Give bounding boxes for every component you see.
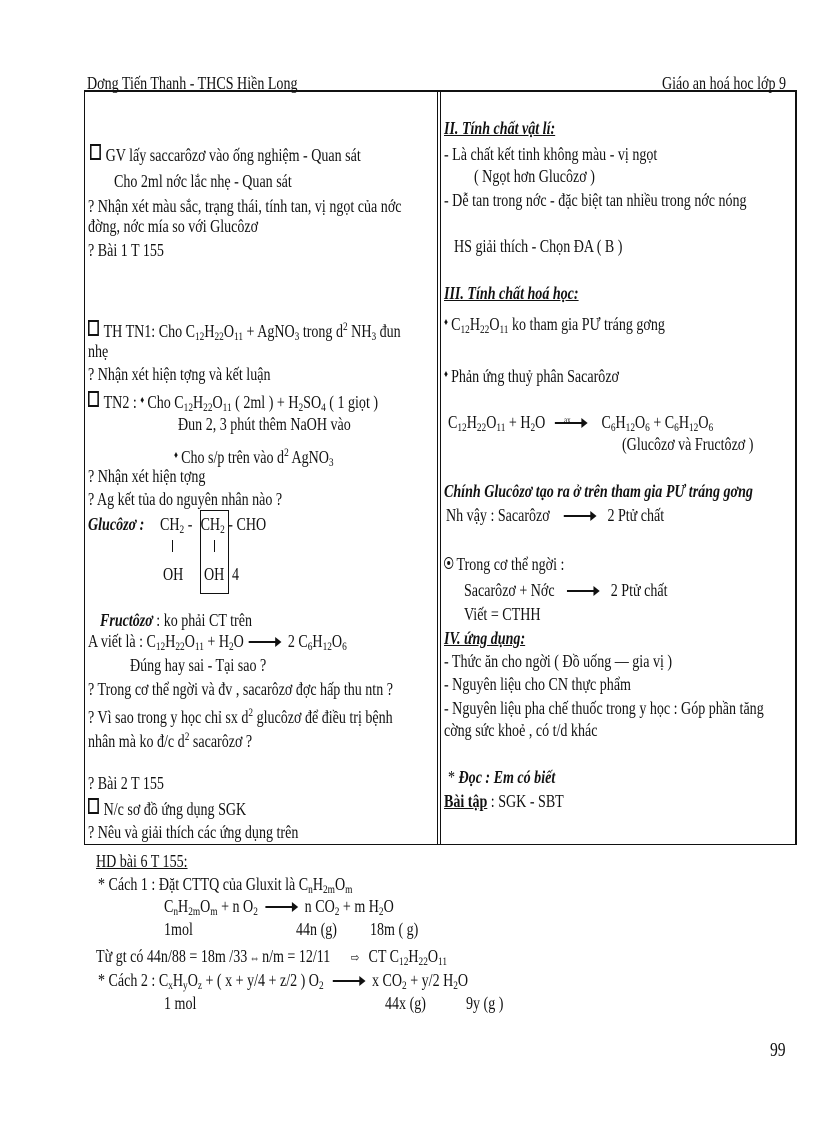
right-line-1: - Là chất kết tinh không màu - vị ngọt [444, 144, 658, 164]
oh-group-2: OH [204, 564, 225, 584]
left-line-10: Đun 2, 3 phút thêm NaOH vào [178, 414, 351, 434]
left-line-2: Cho 2ml nớc lắc nhẹ - Quan sát [114, 171, 292, 191]
right-line-2: ( Ngọt hơn Glucôzơ ) [474, 166, 595, 186]
reaction-arrow-icon [564, 515, 595, 517]
left-line-24: ? Nêu và giải thích các ứng dụng trên [88, 822, 299, 842]
reaction-arrow-icon: ax [555, 422, 586, 424]
circle-dot-icon [444, 557, 453, 569]
bottom-line-4a: 1mol [164, 919, 193, 939]
left-line-8: ? Nhận xét hiện tợng và kết luận [88, 364, 271, 384]
right-line-14: - Nguyên liệu cho CN thực phẩm [444, 674, 631, 694]
bottom-line-4b: 44n (g) [296, 919, 337, 939]
right-line-10: Trong cơ thể ngời : [444, 554, 598, 574]
glucose-formula: $CH_2 - CH_2$ - CHO [160, 514, 267, 536]
page-number: 99 [770, 1039, 786, 1061]
left-line-7: nhẹ [88, 341, 109, 361]
checkbox-icon [88, 320, 99, 336]
right-line-9: Nh vậy : Sacarôzơ 2 Ptử chất [446, 505, 665, 525]
bottom-line-2: * Cách 1 : Đặt CTTQ của Gluxit là $C_nH_{2m}O_m$ [98, 874, 353, 896]
glucose-label: Glucôzơ : [88, 514, 145, 534]
right-line-16: cờng sức khoẻ , có t/d khác [444, 720, 598, 740]
left-tn1: TH TN1: Cho $C_{12}H_{22}O_{11}$ + AgNO$_3$ trong $d^2$ $NH_3$ đun [88, 316, 489, 346]
right-line-4: HS giải thích - Chọn ĐA ( B ) [454, 236, 623, 256]
reaction-arrow-icon [266, 906, 297, 908]
bottom-line-7c: 9y (g ) [466, 993, 504, 1013]
bottom-line-3: $C_nH_{2m}O_m + n$ $O_2$ n $CO_2 + m$ $H_2O$ [164, 896, 394, 918]
right-line-17: * Đọc : Em có biết [448, 767, 556, 787]
reaction-arrow-icon [248, 641, 279, 643]
implies-arrow-icon: ⇨ [350, 950, 360, 965]
right-line-15: - Nguyên liệu pha chế thuốc trong y học : Góp phần tăng [444, 698, 764, 718]
left-line-4: đờng, nớc mía so với Glucôzơ [88, 216, 259, 236]
oh-group-1: OH [163, 564, 184, 584]
equation-note: (Glucôzơ và Fructôzơ ) [622, 434, 754, 454]
left-line-23: N/c sơ đồ ứng dụng SGK [88, 798, 291, 819]
right-line-11: Sacarôzơ + Nớc 2 Ptử chất [464, 580, 668, 600]
right-line-13: - Thức ăn cho ngời ( Đồ uống — gia vị ) [444, 651, 673, 671]
fructose-line: Fructôzơ : ko phải CT trên [100, 610, 252, 630]
bond-line [172, 540, 173, 552]
hydrolysis-equation: $C_{12}H_{22}O_{11} + H_2O$ ax $C_6H_{12}O_6 + C_6H_{12}O_6$ [448, 412, 714, 434]
bottom-line-5: Từ gt có 44n/88 = 18m /33 ⇔ n/m = 12/11 ⇨ CT $C_{12}H_{22}O_{11}$ [96, 946, 448, 968]
left-line-11: ♦ Cho s/p trên vào $d^2$ AgNO$_3$ [174, 445, 334, 469]
checkbox-icon [90, 144, 101, 160]
bottom-heading: HD bài 6 T 155: [96, 851, 188, 871]
left-tn2: TN2 : ♦ Cho $C_{12}H_{22}O_{11}$ ( 2ml ) + $H_2SO_4$ ( 1 giọt ) [88, 391, 460, 417]
bottom-line-6: * Cách 2 : $C_xH_yO_z$ + ( x + y/4 + z/2 ) $O_2$ x $CO_2 + y/2$ $H_2O$ [98, 970, 469, 992]
left-line-19: ? Trong cơ thể ngời và đv , sacarôzơ đợc hấp thu ntn ? [88, 679, 393, 699]
checkbox-icon [88, 391, 99, 407]
checkbox-icon [88, 798, 99, 814]
diamond-bullet-icon: ♦ [174, 450, 178, 461]
reaction-arrow-icon [567, 590, 598, 592]
section-chemical-heading: III. Tính chất hoá học: [444, 283, 579, 303]
header-right: Giáo an hoá học lớp 9 [662, 73, 787, 93]
left-line-17: A viết là : $C_{12}H_{22}O_{11} + H_2O$ 2 $C_6H_{12}O_6$ [88, 631, 347, 653]
right-line-12: Viết = CTHH [464, 604, 541, 624]
bottom-line-7b: 44x (g) [385, 993, 426, 1013]
bottom-line-4c: 18m ( g) [370, 919, 419, 939]
right-line-6: ♦ Phản ứng thuỷ phân Sacarôzơ [444, 366, 619, 386]
left-line-21: nhân mà ko đ/c $d^2$ sacarôzơ ? [88, 729, 253, 751]
section-physical-heading: II. Tính chất vật lí: [444, 118, 556, 138]
left-line-3: ? Nhận xét màu sắc, trạng thái, tính tan, vị ngọt của nớc [88, 196, 402, 216]
left-line-12: ? Nhận xét hiện tợng [88, 466, 206, 486]
diamond-bullet-icon: ♦ [444, 317, 448, 328]
right-line-18: Bài tập : SGK - SBT [444, 791, 564, 811]
repeat-count: 4 [232, 564, 240, 584]
right-line-3: - Dễ tan trong nớc - đặc biệt tan nhiều trong nớc nóng [444, 190, 747, 210]
diamond-bullet-icon: ♦ [444, 369, 448, 380]
right-line-5: ♦ $C_{12}H_{22}O_{11}$ ko tham gia PƯ tráng gơng [444, 314, 665, 336]
left-line-22: ? Bài 2 T 155 [88, 773, 164, 793]
left-line-1: GV lấy saccarôzơ vào ống nghiệm - Quan sát [90, 144, 437, 165]
left-line-5: ? Bài 1 T 155 [88, 240, 164, 260]
diamond-bullet-icon: ♦ [140, 395, 145, 406]
right-line-8: Chính Glucôzơ tạo ra ở trên tham gia PƯ tráng gơng [444, 481, 753, 501]
bottom-line-7a: 1 mol [164, 993, 197, 1013]
reaction-arrow-icon [333, 980, 364, 982]
left-line-20: ? Vì sao trong y học chỉ sx $d^2$ glucôzơ để điều trị bệnh [88, 705, 393, 727]
header-left: Dơng Tiến Thanh - THCS Hiền Long [87, 73, 298, 93]
left-line-18: Đúng hay sai - Tại sao ? [130, 655, 267, 675]
iff-arrow-icon: ⇔ [249, 950, 260, 965]
section-uses-heading: IV. ứng dụng: [444, 628, 526, 648]
left-line-13: ? Ag kết tủa do nguyên nhân nào ? [88, 489, 283, 509]
